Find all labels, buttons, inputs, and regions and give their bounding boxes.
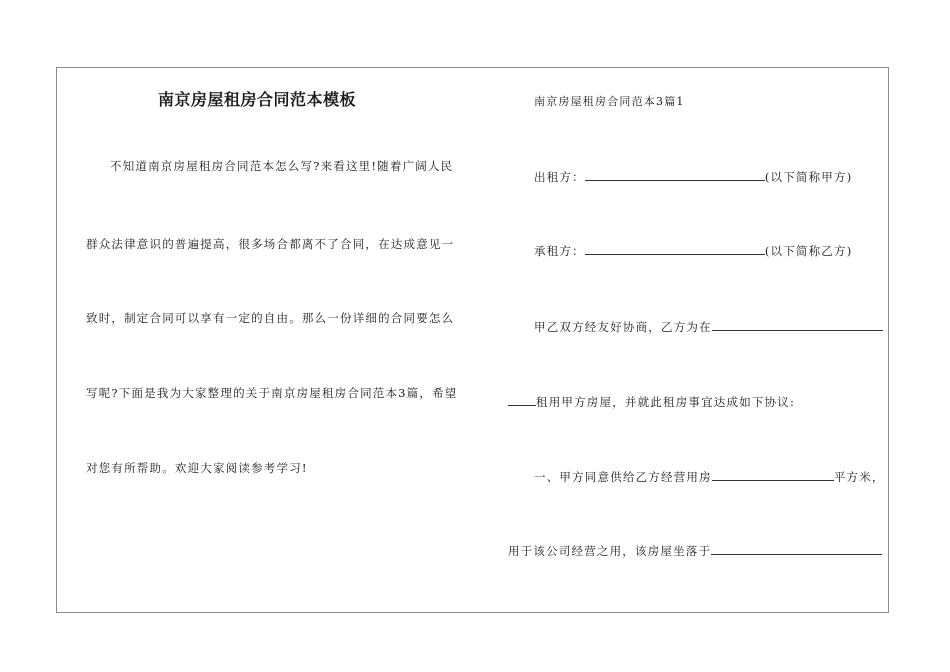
contract-heading: 南京房屋租房合同范本3篇1 <box>534 95 685 108</box>
lessee-line <box>534 242 852 259</box>
paragraph-line: 致时，制定合同可以享有一定的自由。那么一份详细的合同要怎么 <box>86 311 455 325</box>
clause-line <box>534 468 885 485</box>
address-blank <box>711 542 882 555</box>
clause-line <box>534 318 883 335</box>
paragraph-line: 对您有所帮助。欢迎大家阅读参考学习! <box>86 461 308 475</box>
lessee-suffix: (以下简称乙方) <box>764 244 853 258</box>
clause-text: 用于该公司经营之用，该房屋坐落于 <box>508 544 712 558</box>
location-blank-continued <box>508 393 536 406</box>
clause-text: 甲乙双方经友好协商，乙方为在 <box>534 320 712 334</box>
lessee-blank <box>585 242 765 255</box>
lessor-label: 出租方： <box>534 170 585 184</box>
lessee-label: 承租方： <box>534 244 585 258</box>
paragraph-line: 群众法律意识的普遍提高，很多场合都离不了合同，在达成意见一 <box>86 237 455 251</box>
clause-text: 一、甲方同意供给乙方经营用房 <box>534 470 712 484</box>
lessor-line <box>534 168 852 185</box>
clause-text: 租用甲方房屋，并就此租房事宜达成如下协议: <box>536 395 796 409</box>
document-title: 南京房屋租房合同范本模板 <box>158 90 357 109</box>
paragraph-line: 写呢?下面是我为大家整理的关于南京房屋租房合同范本3篇，希望 <box>86 386 458 400</box>
location-blank <box>712 318 883 331</box>
paragraph-line: 不知道南京房屋租房合同范本怎么写?来看这里!随着广阔人民 <box>110 159 454 173</box>
clause-line <box>508 542 882 559</box>
area-blank <box>712 468 834 481</box>
lessor-blank <box>585 168 765 181</box>
clause-suffix: 平方米， <box>833 470 885 484</box>
clause-line <box>508 393 795 410</box>
lessor-suffix: (以下简称甲方) <box>764 170 853 184</box>
document-page <box>56 67 889 613</box>
